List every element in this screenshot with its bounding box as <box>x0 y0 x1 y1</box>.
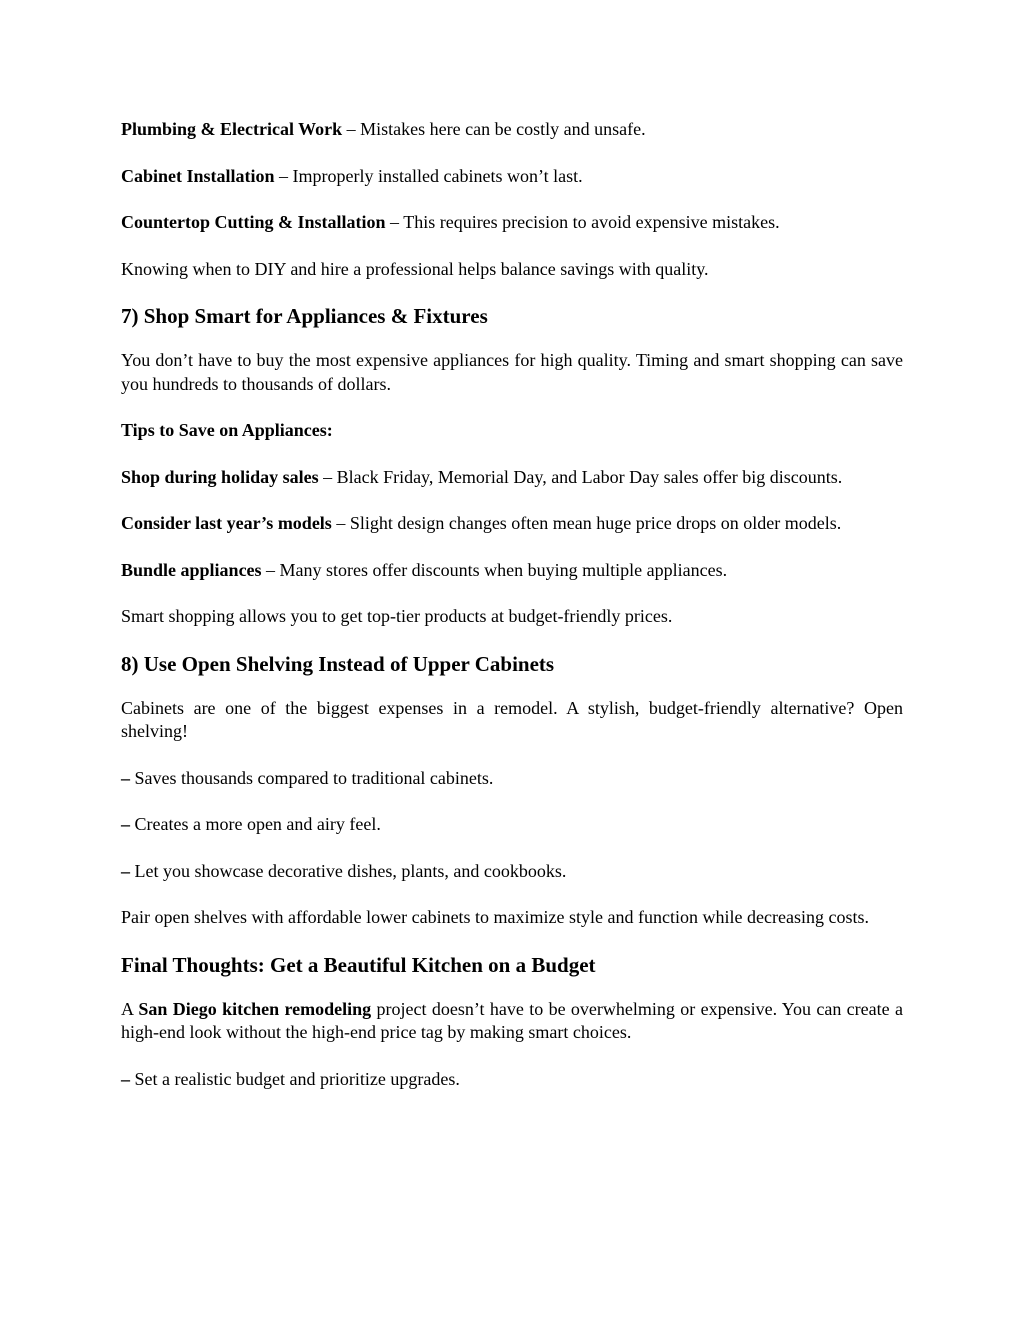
final-intro-rest: project doesn’t have to be overwhelming or expensive. You can create a high-end look without the high-end price tag by making smart choices. <box>121 998 903 1042</box>
tip-text: – Slight design changes often mean huge price drops on older models. <box>331 513 842 533</box>
final-intro <box>121 998 903 1045</box>
tip-bundle <box>121 559 903 583</box>
bullet-text: Set a realistic budget and prioritize upgrades. <box>130 1068 460 1089</box>
item-title: Plumbing & Electrical Work <box>121 119 343 139</box>
diy-summary: Knowing when to DIY and hire a professional helps balance savings with quality. <box>121 258 709 279</box>
item-text: – This requires precision to avoid expensive mistakes. <box>385 212 780 232</box>
section-7-heading: 7) Shop Smart for Appliances & Fixtures <box>121 304 488 328</box>
tip-text: – Black Friday, Memorial Day, and Labor Day sales offer big discounts. <box>318 466 843 487</box>
bullet-text: Let you showcase decorative dishes, plants, and cookbooks. <box>130 860 567 881</box>
item-text: – Improperly installed cabinets won’t last. <box>274 165 583 186</box>
bullet-text: Saves thousands compared to traditional cabinets. <box>130 767 494 788</box>
item-cabinet-installation <box>121 165 903 189</box>
section-8-summary: Pair open shelves with affordable lower cabinets to maximize style and function while decreasing costs. <box>121 907 869 927</box>
bullet-dash: – <box>121 767 130 788</box>
bullet-text: Creates a more open and airy feel. <box>130 814 381 834</box>
bullet-realistic-budget <box>121 1068 903 1092</box>
section-7-summary: Smart shopping allows you to get top-tier products at budget-friendly prices. <box>121 606 673 626</box>
section-7-intro: You don’t have to buy the most expensive appliances for high quality. Timing and smart shopping can save you hundreds to thousands of dollars. <box>121 350 903 394</box>
bullet-saves-thousands <box>121 767 903 791</box>
document-page <box>121 118 903 1091</box>
final-thoughts-heading: Final Thoughts: Get a Beautiful Kitchen on a Budget <box>121 952 596 977</box>
tips-heading: Tips to Save on Appliances: <box>121 420 333 440</box>
item-countertop <box>121 211 903 235</box>
bullet-open-airy <box>121 813 903 837</box>
tip-title: Bundle appliances <box>121 559 262 580</box>
item-title: Cabinet Installation <box>121 165 275 186</box>
item-title: Countertop Cutting & Installation <box>121 212 386 232</box>
item-text: – Mistakes here can be costly and unsafe. <box>342 119 646 139</box>
section-8-intro: Cabinets are one of the biggest expenses in a remodel. A stylish, budget-friendly alternative? Open shelving! <box>121 697 903 741</box>
final-intro-keyword: San Diego kitchen remodeling <box>138 998 372 1019</box>
tip-text: – Many stores offer discounts when buying multiple appliances. <box>261 559 728 580</box>
bullet-dash: – <box>121 1068 130 1089</box>
final-intro-prefix: A <box>121 998 139 1019</box>
bullet-dash: – <box>121 814 130 834</box>
item-plumbing <box>121 118 903 142</box>
bullet-showcase <box>121 860 903 884</box>
tip-holiday-sales <box>121 466 903 490</box>
section-8-heading: 8) Use Open Shelving Instead of Upper Cabinets <box>121 651 555 676</box>
bullet-dash: – <box>121 860 130 881</box>
tip-title: Consider last year’s models <box>121 513 332 533</box>
tip-title: Shop during holiday sales <box>121 466 319 487</box>
tip-last-year-models <box>121 512 903 536</box>
